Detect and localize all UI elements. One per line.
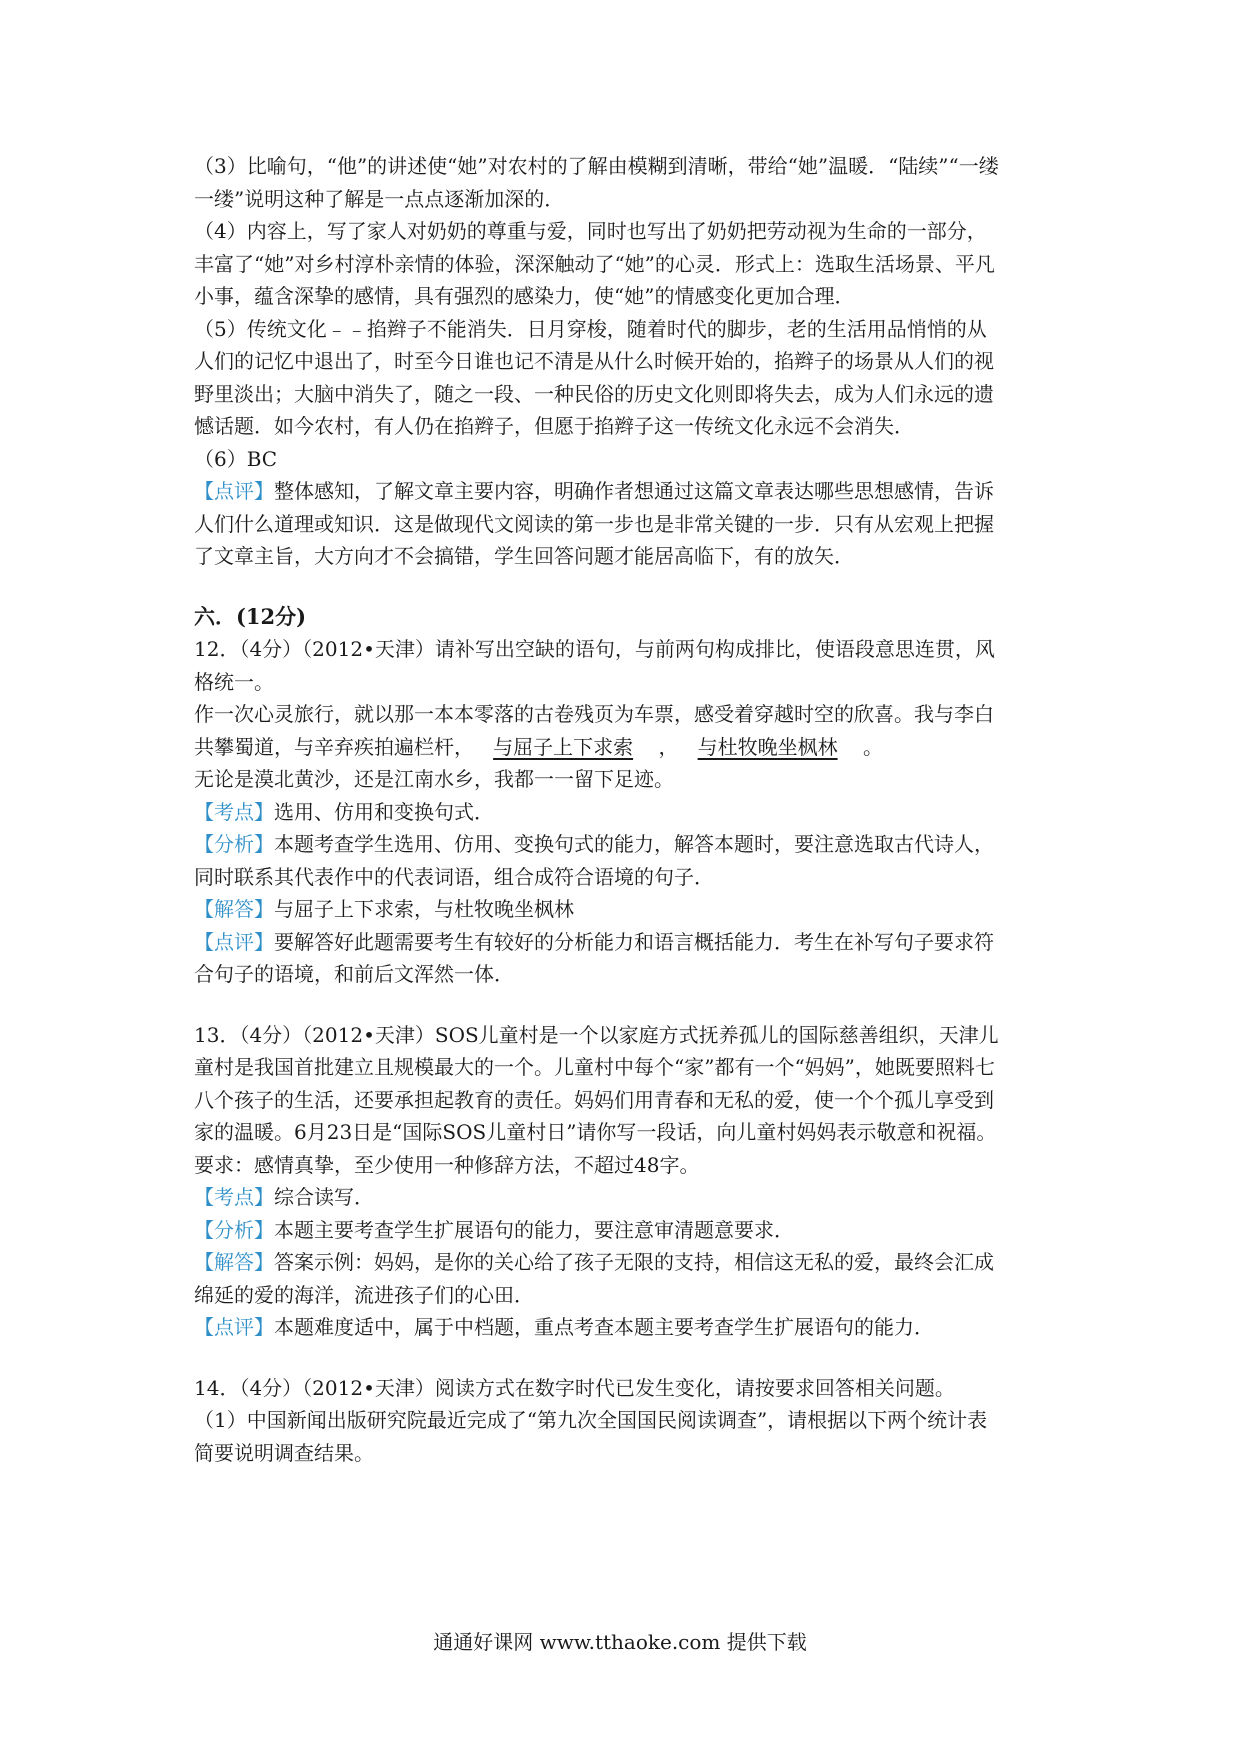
fenxi-tag: 【分析】 <box>194 1217 274 1242</box>
dianping-tag: 【点评】 <box>194 1315 274 1339</box>
fenxi-text: 本题考查学生选用、仿用、变换句式的能力，解答本题时，要注意选取古代诗人， <box>274 832 994 856</box>
comment-tag: 【点评】 <box>194 479 274 503</box>
answer-5-line-2: 人们的记忆中退出了，时至今日谁也记不清是从什么时候开始的，掐辫子的场景从人们的视 <box>194 349 994 373</box>
q12-jieda <box>194 893 1054 926</box>
q12-dianping-line-2: 合句子的语境，和前后文浑然一体． <box>194 962 514 986</box>
kaodian-tag: 【考点】 <box>194 1185 274 1209</box>
answer-4-line-3: 小事，蕴含深挚的感情，具有强烈的感染力，使“她”的情感变化更加合理． <box>194 284 855 308</box>
q14-sub1-line-1: （1）中国新闻出版研究院最近完成了“第九次全国国民阅读调查”，请根据以下两个统计表 <box>194 1408 988 1432</box>
q13-dianping <box>194 1311 1054 1344</box>
q13-stem-line-1: 13．（4分）（2012•天津）SOS儿童村是一个以家庭方式抚养孤儿的国际慈善组织，天津儿 <box>194 1022 999 1047</box>
jieda-tag: 【解答】 <box>194 897 274 921</box>
jieda-text: 与屈子上下求索，与杜牧晚坐枫林 <box>274 897 574 921</box>
q12-text-line-1: 作一次心灵旅行，就以那一本本零落的古卷残页为车票，感受着穿越时空的欣喜。我与李白 <box>194 702 994 726</box>
answer-4-line-2: 丰富了“她”对乡村淳朴亲情的体验，深深触动了“她”的心灵．形式上：选取生活场景、平凡 <box>194 251 995 276</box>
q12-fenxi-line-1 <box>194 828 1054 861</box>
dianping-text: 要解答好此题需要考生有较好的分析能力和语言概括能力．考生在补写句子要求符 <box>274 929 994 954</box>
spacer <box>194 1344 1054 1372</box>
dianping-tag: 【点评】 <box>194 929 274 954</box>
comment-text-1: 整体感知，了解文章主要内容，明确作者想通过这篇文章表达哪些思想感情，告诉 <box>274 479 994 503</box>
page-footer: 通通好课网 www.tthaoke.com 提供下载 <box>433 1630 807 1654</box>
document-body <box>194 150 1054 1469</box>
spacer <box>194 573 1054 601</box>
q13-stem-line-2: 童村是我国首批建立且规模最大的一个。儿童村中每个“家”都有一个“妈妈”，她既要照料七 <box>194 1055 995 1079</box>
q14-stem: 14．（4分）（2012•天津）阅读方式在数字时代已发生变化，请按要求回答相关问题。 <box>194 1375 955 1400</box>
comment-line-1 <box>194 475 1054 508</box>
q12-blank-1: 与屈子上下求索 <box>493 734 634 759</box>
answer-6: （6）BC <box>194 446 278 471</box>
q12-period: 。 <box>863 734 884 759</box>
q12-dianping-line-1 <box>194 926 1054 959</box>
kaodian-text: 综合读写． <box>274 1185 374 1209</box>
fenxi-text: 本题主要考查学生扩展语句的能力，要注意审清题意要求． <box>274 1217 794 1242</box>
spacer <box>194 991 1054 1019</box>
q12-kaodian <box>194 796 1054 829</box>
q14-sub1-line-2: 简要说明调查结果。 <box>194 1440 374 1465</box>
q12-text-prefix: 共攀蜀道，与辛弃疾拍遍栏杆， <box>194 734 474 759</box>
q12-comma: ， <box>658 734 679 759</box>
jieda-tag: 【解答】 <box>194 1250 274 1274</box>
q13-fenxi <box>194 1214 1054 1247</box>
kaodian-tag: 【考点】 <box>194 799 274 824</box>
q12-stem-line-2: 格统一。 <box>194 669 274 694</box>
q13-kaodian <box>194 1181 1054 1214</box>
answer-3-line-1: （3）比喻句，“他”的讲述使“她”对农村的了解由模糊到清晰，带给“她”温暖．“陆续”“一缕 <box>194 154 999 178</box>
answer-5-line-1: （5）传统文化﹣﹣掐辫子不能消失．日月穿梭，随着时代的脚步，老的生活用品悄悄的从 <box>194 316 987 341</box>
kaodian-text: 选用、仿用和变换句式． <box>274 799 494 824</box>
q12-blank-2: 与杜牧晚坐枫林 <box>697 734 838 759</box>
q13-stem-line-3: 八个孩子的生活，还要承担起教育的责任。妈妈们用青春和无私的爱，使一个个孤儿享受到 <box>194 1087 994 1112</box>
q12-text-line-2 <box>194 731 1054 764</box>
dianping-text: 本题难度适中，属于中档题，重点考查本题主要考查学生扩展语句的能力． <box>274 1315 934 1339</box>
q13-jieda-line-1 <box>194 1246 1054 1279</box>
section-heading: 六．(12分) <box>194 603 307 629</box>
answer-5-line-4: 憾话题．如今农村，有人仍在掐辫子，但愿于掐辫子这一传统文化永远不会消失． <box>194 414 914 438</box>
fenxi-tag: 【分析】 <box>194 832 274 856</box>
answer-5-line-3: 野里淡出；大脑中消失了，随之一段、一种民俗的历史文化则即将失去，成为人们永远的遗 <box>194 381 994 406</box>
answer-4-line-1: （4）内容上，写了家人对奶奶的尊重与爱，同时也写出了奶奶把劳动视为生命的一部分， <box>194 219 987 243</box>
q13-jieda-line-2: 绵延的爱的海洋，流进孩子们的心田． <box>194 1282 534 1307</box>
answer-3-line-2: 一缕”说明这种了解是一点点逐渐加深的． <box>194 186 565 211</box>
q13-stem-line-5: 要求：感情真挚，至少使用一种修辞方法，不超过48字。 <box>194 1152 700 1177</box>
q12-text-line-3: 无论是漠北黄沙，还是江南水乡，我都一一留下足迹。 <box>194 767 674 791</box>
comment-line-2: 人们什么道理或知识．这是做现代文阅读的第一步也是非常关键的一步．只有从宏观上把握 <box>194 511 994 536</box>
jieda-text: 答案示例：妈妈，是你的关心给了孩子无限的支持，相信这无私的爱，最终会汇成 <box>274 1250 994 1274</box>
q12-fenxi-line-2: 同时联系其代表作中的代表词语，组合成符合语境的句子． <box>194 864 714 889</box>
q13-stem-line-4: 家的温暖。6月23日是“国际SOS儿童村日”请你写一段话，向儿童村妈妈表示敬意和祝福。 <box>194 1120 997 1144</box>
q12-stem-line-1: 12．（4分）（2012•天津）请补写出空缺的语句，与前两句构成排比，使语段意思连贯，风 <box>194 637 995 661</box>
comment-line-3: 了文章主旨，大方向才不会搞错，学生回答问题才能居高临下，有的放矢． <box>194 544 854 568</box>
